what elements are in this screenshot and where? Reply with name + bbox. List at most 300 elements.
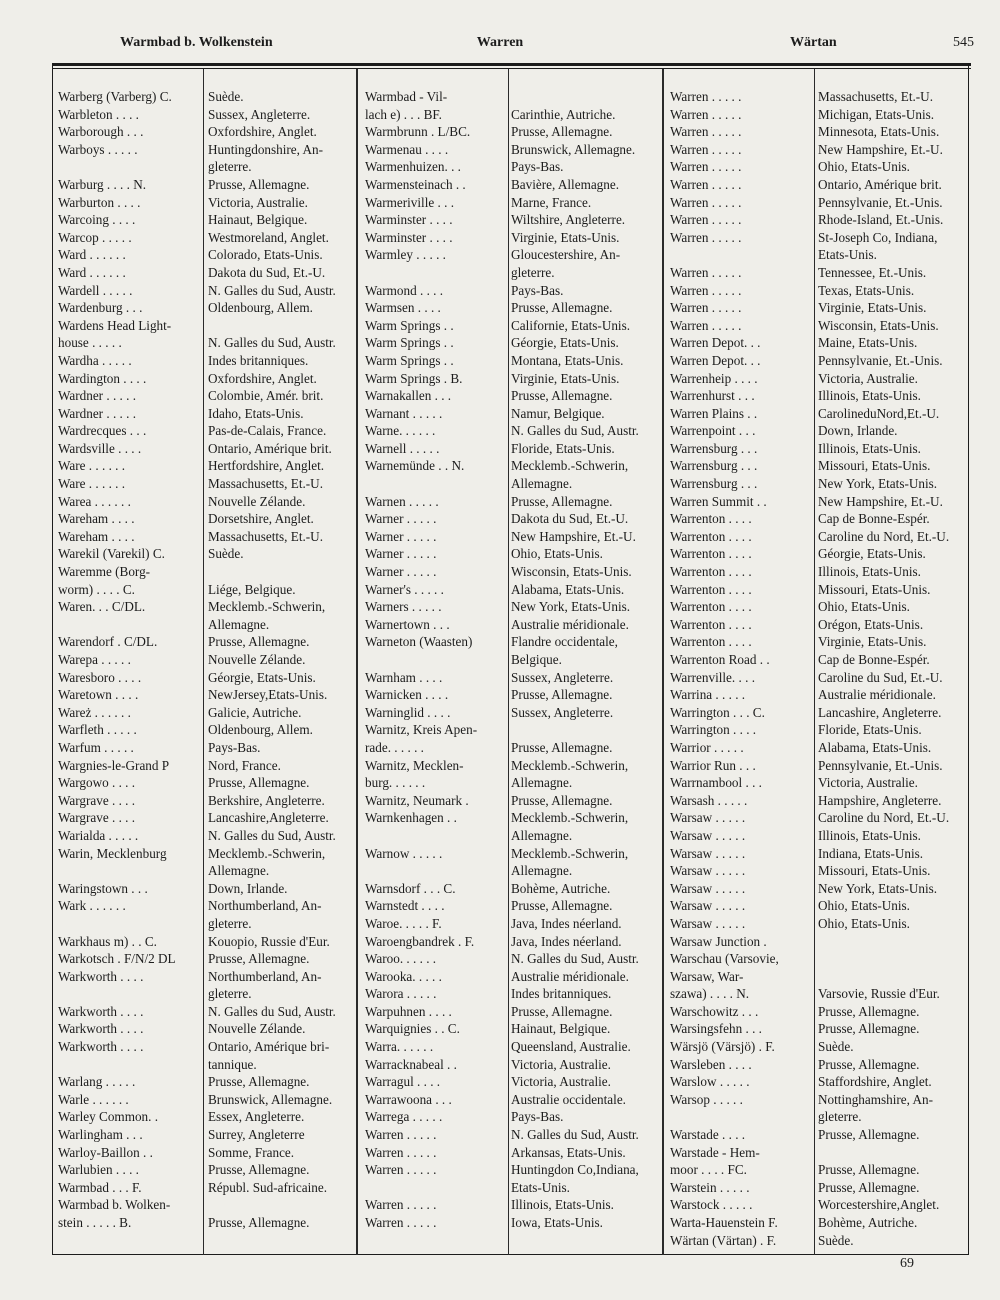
place-location: Cap de Bonne-Espér. [818, 652, 930, 667]
place-location: New Hampshire, Et.-U. [818, 493, 943, 509]
entry-row [670, 334, 970, 352]
place-location: Colombie, Amér. brit. [208, 388, 324, 404]
header-center: Warren [476, 35, 524, 50]
entry-row [670, 1003, 970, 1021]
place-location: Indes britanniques. [208, 352, 309, 368]
entry-row [670, 457, 970, 475]
place-name: Warm Springs . B. [365, 370, 463, 386]
place-name: Warra. . . . . . [365, 1039, 434, 1055]
place-location: New York, Etats-Unis. [818, 476, 938, 492]
place-location: New York, Etats-Unis. [511, 599, 631, 615]
place-location: Flandre occidentale, [511, 634, 618, 650]
place-location: N. Galles du Sud, Austr. [208, 335, 336, 351]
place-name: Warfleth . . . . . [58, 722, 137, 738]
place-name: Wareham . . . . [58, 511, 135, 527]
place-name: Warora . . . . . [365, 986, 437, 1002]
place-name: Warrington . . . . [670, 722, 757, 738]
place-name: Warmbrunn . L/BC. [365, 124, 471, 140]
entry-row [670, 704, 970, 722]
place-name: Warren . . . . . [670, 176, 742, 192]
place-location: Prusse, Allemagne. [208, 1162, 310, 1178]
place-name: Wardner . . . . . [58, 405, 137, 421]
place-location: Oldenbourg, Allem. [208, 722, 313, 738]
place-location: Suède. [818, 1232, 854, 1248]
place-location: Alabama, Etats-Unis. [818, 739, 932, 755]
place-name: Warnicken . . . . [365, 687, 449, 703]
place-location: Marne, France. [511, 194, 592, 210]
place-location: Allemagne. [208, 616, 270, 632]
place-location: Tennessee, Et.-Unis. [818, 264, 927, 280]
place-name: Warner's . . . . . [365, 581, 444, 597]
place-name: Warren . . . . . [365, 1215, 437, 1230]
place-name: Warrenton . . . . [670, 616, 752, 632]
place-name: Warlubien . . . . [58, 1162, 139, 1178]
place-name: Waremme (Borg- [58, 564, 151, 580]
place-location: Orégon, Etats-Unis. [818, 616, 924, 632]
place-name: Warragul . . . . [365, 1074, 441, 1090]
place-name: Warren Depot. . . [670, 352, 761, 368]
place-location: Prusse, Allemagne. [208, 1074, 310, 1090]
place-name: Warrenville. . . . [670, 669, 755, 685]
place-name: Warnen . . . . . [365, 493, 439, 509]
entry-row [670, 387, 970, 405]
entry-row [670, 1091, 970, 1109]
entry-row [670, 774, 970, 792]
place-name: Warbleton . . . . [58, 106, 139, 122]
entry-row [670, 1232, 970, 1250]
entry-row [670, 563, 970, 581]
place-location: Missouri, Etats-Unis. [818, 581, 931, 597]
place-name: Warkworth . . . . [58, 1003, 144, 1019]
place-name: Warepa . . . . . [58, 652, 131, 667]
place-name: Warm Springs . . [365, 335, 454, 351]
place-name: Warmenhuizen. . . [365, 159, 461, 175]
place-name: Warrenton . . . . [670, 581, 752, 597]
place-name: Warstade - Hem- [670, 1144, 760, 1160]
place-name: rade. . . . . . [365, 739, 424, 755]
place-name: Warnkenhagen . . [365, 810, 457, 826]
place-location: Suède. [208, 89, 244, 104]
place-name: Warlang . . . . . [58, 1074, 136, 1090]
entry-row [670, 405, 970, 423]
place-location: Caroline du Sud, Et.-U. [818, 669, 943, 685]
place-name: Warrenton . . . . [670, 599, 752, 615]
place-name: Warschowitz . . . [670, 1003, 759, 1019]
place-name: Warmbad - Vil- [365, 89, 448, 104]
place-location: Dorsetshire, Anglet. [208, 511, 314, 527]
gazetteer-column-3 [670, 88, 970, 1249]
place-name: Wardenburg . . . [58, 300, 143, 316]
place-location: Worcestershire,Anglet. [818, 1197, 940, 1213]
place-location: Indiana, Etats-Unis. [818, 845, 924, 861]
place-location: Géorgie, Etats-Unis. [818, 546, 926, 562]
place-name: Warborough . . . [58, 124, 144, 140]
place-name: Wargrave . . . . [58, 792, 136, 808]
place-location: N. Galles du Sud, Austr. [511, 951, 639, 967]
place-location: Huntingdonshire, An- [208, 141, 324, 157]
place-location: Pennsylvanie, Et.-Unis. [818, 757, 943, 773]
place-name: Wardington . . . . [58, 370, 147, 386]
place-location: CarolineduNord,Et.-U. [818, 405, 940, 421]
place-location: gleterre. [818, 1109, 862, 1125]
entry-row [670, 686, 970, 704]
place-name: Wardens Head Light- [58, 317, 172, 333]
place-name: Warren . . . . . [670, 141, 742, 157]
entry-row [670, 757, 970, 775]
place-location: Down, Irlande. [208, 880, 288, 896]
place-name: worm) . . . . C. [58, 581, 135, 597]
place-location: Ohio, Etats-Unis. [511, 546, 603, 562]
place-name: Waroengbandrek . F. [365, 933, 475, 949]
place-name: Warnitz, Kreis Apen- [365, 722, 478, 738]
place-location: Bohème, Autriche. [511, 880, 611, 896]
entry-row [670, 545, 970, 563]
entry-row [670, 370, 970, 388]
place-location: Allemagne. [511, 827, 573, 843]
place-location: Victoria, Australie. [818, 370, 918, 386]
place-name: Warnow . . . . . [365, 845, 443, 861]
place-location: Floride, Etats-Unis. [818, 722, 922, 738]
place-name: Warstein . . . . . [670, 1179, 750, 1195]
place-name: Warsop . . . . . [670, 1091, 743, 1107]
place-location: Oldenbourg, Allem. [208, 300, 313, 316]
place-location: Westmoreland, Anglet. [208, 229, 329, 245]
place-name: Warsleben . . . . [670, 1056, 752, 1072]
place-location: Pays-Bas. [511, 282, 564, 298]
place-location: Caroline du Nord, Et.-U. [818, 810, 950, 826]
place-location: tannique. [208, 1056, 257, 1072]
place-location: Iowa, Etats-Unis. [511, 1215, 603, 1230]
place-name: Warrenton . . . . [670, 634, 752, 650]
entry-row [670, 264, 970, 282]
place-location: Ontario, Amérique bri- [208, 1039, 330, 1055]
place-location: Sussex, Angleterre. [208, 106, 311, 122]
place-location: N. Galles du Sud, Austr. [208, 1003, 336, 1019]
place-name: Wardell . . . . . [58, 282, 133, 298]
place-location: Etats-Unis. [818, 247, 877, 263]
place-name: Warrensburg . . . [670, 476, 758, 492]
place-location: Allemagne. [511, 863, 573, 879]
place-location: Victoria, Australie. [511, 1056, 611, 1072]
place-location: Nord, France. [208, 757, 281, 773]
place-location: Carinthie, Autriche. [511, 106, 616, 122]
entry-row [670, 651, 970, 669]
place-location: Virginie, Etats-Unis. [818, 300, 927, 316]
place-name: Warsaw . . . . . [670, 845, 746, 861]
place-name: Warta-Hauenstein F. [670, 1215, 778, 1230]
place-location: Huntingdon Co,Indiana, [511, 1162, 639, 1178]
place-name: Warracknabeal . . [365, 1056, 457, 1072]
place-name: Warschau (Varsovie, [670, 951, 779, 967]
place-location: Pays-Bas. [208, 739, 261, 755]
place-name: Warnitz, Neumark . [365, 792, 469, 808]
place-location: Hampshire, Angleterre. [818, 792, 942, 808]
entry-row [670, 229, 970, 247]
place-location: St-Joseph Co, Indiana, [818, 229, 938, 245]
place-location: Massachusetts, Et.-U. [208, 476, 324, 492]
place-name: Warren . . . . . [670, 282, 742, 298]
place-name: Warnitz, Mecklen- [365, 757, 464, 773]
place-name: Ware . . . . . . [58, 476, 126, 492]
place-location: Liége, Belgique. [208, 581, 296, 597]
entry-row [670, 968, 970, 986]
place-location: Queensland, Australie. [511, 1039, 631, 1055]
place-name: Warkhaus m) . . C. [58, 933, 157, 949]
place-name: lach e) . . . BF. [365, 106, 442, 122]
place-location: Illinois, Etats-Unis. [511, 1197, 614, 1213]
place-name: Warnsdorf . . . C. [365, 880, 456, 896]
place-location: Prusse, Allemagne. [208, 176, 310, 192]
place-name: Warekil (Varekil) C. [58, 546, 165, 562]
place-location: Northumberland, An- [208, 898, 322, 914]
entry-row [670, 985, 970, 1003]
place-location: Prusse, Allemagne. [511, 493, 613, 509]
place-name: Warberg (Varberg) C. [58, 89, 172, 104]
place-name: Warloy-Baillon . . [58, 1144, 153, 1160]
place-location: Suède. [818, 1039, 854, 1055]
place-location: Minnesota, Etats-Unis. [818, 124, 940, 140]
place-name: Wardsville . . . . [58, 440, 142, 456]
place-name: Warburton . . . . [58, 194, 141, 210]
place-name: Warren . . . . . [670, 106, 742, 122]
entry-row [670, 1144, 970, 1162]
place-name: Warnell . . . . . [365, 440, 440, 456]
entry-row [670, 1073, 970, 1091]
place-name: Warkworth . . . . [58, 968, 144, 984]
place-name: Warsingsfehn . . . [670, 1021, 762, 1037]
place-location: Ohio, Etats-Unis. [818, 599, 910, 615]
place-location: Géorgie, Etats-Unis. [511, 335, 619, 351]
place-name: Ward . . . . . . [58, 247, 126, 263]
place-location: Allemagne. [208, 863, 270, 879]
place-name: Warfum . . . . . [58, 739, 134, 755]
place-location: Prusse, Allemagne. [208, 634, 310, 650]
place-name: Ware . . . . . . [58, 458, 126, 474]
place-name: Ward . . . . . . [58, 264, 126, 280]
place-location: Somme, France. [208, 1144, 295, 1160]
place-name: Warsaw . . . . . [670, 827, 746, 843]
entry-row [670, 510, 970, 528]
place-location: Victoria, Australie. [208, 194, 308, 210]
place-name: Warrenheip . . . . [670, 370, 758, 386]
place-location: Northumberland, An- [208, 968, 322, 984]
place-location: Prusse, Allemagne. [818, 1056, 920, 1072]
place-name: Warner . . . . . [365, 511, 437, 527]
place-name: Warkotsch . F/N/2 DL [58, 951, 176, 967]
place-location: gleterre. [208, 159, 252, 175]
place-location: Etats-Unis. [511, 1179, 570, 1195]
place-location: Wisconsin, Etats-Unis. [511, 564, 632, 580]
entry-row [670, 862, 970, 880]
place-name: Wargrave . . . . [58, 810, 136, 826]
place-name: Wardner . . . . . [58, 388, 137, 404]
running-header [0, 35, 1000, 57]
entry-row [670, 669, 970, 687]
place-location: Victoria, Australie. [511, 1074, 611, 1090]
place-name: Warstock . . . . . [670, 1197, 753, 1213]
place-location: Ohio, Etats-Unis. [818, 159, 910, 175]
place-name: Warsaw, War- [670, 968, 744, 984]
place-location: Essex, Angleterre. [208, 1109, 305, 1125]
sheet-number: 69 [900, 1256, 914, 1271]
place-location: Prusse, Allemagne. [511, 388, 613, 404]
place-location: Belgique. [511, 652, 562, 667]
place-location: Pays-Bas. [511, 159, 564, 175]
place-location: Idaho, Etats-Unis. [208, 405, 304, 421]
place-name: Wärtan (Värtan) . F. [670, 1232, 777, 1248]
entry-row [670, 1056, 970, 1074]
place-name: Waringstown . . . [58, 880, 148, 896]
place-location: Pays-Bas. [511, 1109, 564, 1125]
entry-row [670, 176, 970, 194]
place-location: Nottinghamshire, An- [818, 1091, 934, 1107]
place-name: Warrior . . . . . [670, 739, 744, 755]
place-location: Australie méridionale. [511, 616, 629, 632]
place-location: Prusse, Allemagne. [511, 792, 613, 808]
place-name: Waren. . . C/DL. [58, 599, 146, 615]
place-location: Républ. Sud-africaine. [208, 1179, 328, 1195]
place-name: Warquignies . . C. [365, 1021, 460, 1037]
place-name: Wardrecques . . . [58, 423, 147, 439]
entry-row [670, 915, 970, 933]
place-location: Prusse, Allemagne. [511, 687, 613, 703]
entry-row [670, 792, 970, 810]
place-location: Nouvelle Zélande. [208, 493, 306, 509]
place-location: Prusse, Allemagne. [818, 1127, 920, 1143]
place-location: Hainaut, Belgique. [511, 1021, 611, 1037]
place-location: Arkansas, Etats-Unis. [511, 1144, 626, 1160]
place-name: Warsaw . . . . . [670, 863, 746, 879]
place-location: Sussex, Angleterre. [511, 669, 614, 685]
place-name: Warle . . . . . . [58, 1091, 129, 1107]
place-location: Prusse, Allemagne. [818, 1179, 920, 1195]
place-location: Indes britanniques. [511, 986, 612, 1002]
entry-row [670, 897, 970, 915]
place-location: Floride, Etats-Unis. [511, 440, 615, 456]
entry-row [670, 141, 970, 159]
place-location: Montana, Etats-Unis. [511, 352, 624, 368]
place-location: Missouri, Etats-Unis. [818, 458, 931, 474]
place-location: Prusse, Allemagne. [511, 898, 613, 914]
place-name: Wargnies-le-Grand P [58, 757, 170, 773]
place-name: Warcop . . . . . [58, 229, 132, 245]
place-name: Warninglid . . . . [365, 704, 451, 720]
place-location: Nouvelle Zélande. [208, 1021, 306, 1037]
place-location: Suède. [208, 546, 244, 562]
place-location: Prusse, Allemagne. [818, 1003, 920, 1019]
place-location: Wiltshire, Angleterre. [511, 212, 626, 228]
place-location: Prusse, Allemagne. [511, 300, 613, 316]
entry-row [670, 1196, 970, 1214]
place-name: Warren . . . . . [670, 124, 742, 140]
place-location: Gloucestershire, An- [511, 247, 621, 263]
place-name: moor . . . . FC. [670, 1162, 747, 1178]
entry-row [670, 282, 970, 300]
header-left: Warmbad b. Wolkenstein [120, 35, 273, 50]
place-name: Warmbad . . . F. [58, 1179, 142, 1195]
place-name: Warnemünde . . N. [365, 458, 465, 474]
entry-row [670, 950, 970, 968]
place-name: Warrensburg . . . [670, 458, 758, 474]
place-name: house . . . . . [58, 335, 122, 351]
place-location: Lancashire,Angleterre. [208, 810, 329, 826]
place-name: Waretown . . . . [58, 687, 139, 703]
place-name: Warm Springs . . [365, 352, 454, 368]
entry-row [670, 1214, 970, 1232]
entry-row [670, 633, 970, 651]
place-location: Illinois, Etats-Unis. [818, 827, 921, 843]
place-name: Warsaw . . . . . [670, 880, 746, 896]
place-location: Dakota du Sud, Et.-U. [511, 511, 629, 527]
place-name: Warmbad b. Wolken- [58, 1197, 171, 1213]
place-location: Pennsylvanie, Et.-Unis. [818, 352, 943, 368]
place-name: Wareż . . . . . . [58, 704, 131, 720]
place-name: stein . . . . . B. [58, 1215, 132, 1230]
place-name: Warrenpoint . . . [670, 423, 756, 439]
place-name: Warnant . . . . . [365, 405, 443, 421]
place-name: Warne. . . . . . [365, 423, 436, 439]
place-location: New Hampshire, Et.-U. [511, 528, 636, 544]
entry-row [670, 1108, 970, 1126]
place-location: Allemagne. [511, 775, 573, 791]
place-name: Warnertown . . . [365, 616, 450, 632]
entry-row [670, 88, 970, 106]
entry-row [670, 528, 970, 546]
place-location: Staffordshire, Anglet. [818, 1074, 932, 1090]
place-location: gleterre. [208, 915, 252, 931]
place-location: N. Galles du Sud, Austr. [208, 282, 336, 298]
place-name: Warrina . . . . . [670, 687, 746, 703]
place-name: Warcoing . . . . [58, 212, 136, 228]
place-location: Australie méridionale. [511, 968, 629, 984]
place-location: Mecklemb.-Schwerin, [511, 757, 629, 773]
entry-row [670, 440, 970, 458]
place-location: Pas-de-Calais, France. [208, 423, 327, 439]
entry-row [670, 246, 970, 264]
place-location: Massachusetts, Et.-U. [208, 528, 324, 544]
place-location: Berkshire, Angleterre. [208, 792, 325, 808]
entry-row [670, 1020, 970, 1038]
place-name: Warrenton . . . . [670, 511, 752, 527]
entry-row [670, 827, 970, 845]
place-location: Colorado, Etats-Unis. [208, 247, 323, 263]
place-name: Warmeriville . . . [365, 194, 455, 210]
place-location: Wisconsin, Etats-Unis. [818, 317, 939, 333]
place-name: Warin, Mecklenburg [58, 845, 167, 861]
entry-row [670, 1179, 970, 1197]
place-name: szawa) . . . . N. [670, 986, 750, 1002]
entry-row [670, 739, 970, 757]
place-location: Michigan, Etats-Unis. [818, 106, 935, 122]
place-name: Warsash . . . . . [670, 792, 748, 808]
place-name: Waroo. . . . . . [365, 951, 437, 967]
place-name: Warner . . . . . [365, 528, 437, 544]
place-name: burg. . . . . . [365, 775, 426, 791]
entry-row [670, 598, 970, 616]
place-name: Warnakallen . . . [365, 388, 452, 404]
place-location: Prusse, Allemagne. [208, 951, 310, 967]
place-name: Warrenton . . . . [670, 528, 752, 544]
place-name: Warrenton Road . . [670, 652, 770, 667]
place-location: Prusse, Allemagne. [511, 1003, 613, 1019]
entry-row [670, 1038, 970, 1056]
place-location: Java, Indes néerland. [511, 933, 622, 949]
place-name: Warooka. . . . . [365, 968, 442, 984]
entry-row [670, 422, 970, 440]
place-name: Warmensteinach . . [365, 176, 466, 192]
place-name: Warren . . . . . [670, 159, 742, 175]
place-location: Bavière, Allemagne. [511, 176, 620, 192]
